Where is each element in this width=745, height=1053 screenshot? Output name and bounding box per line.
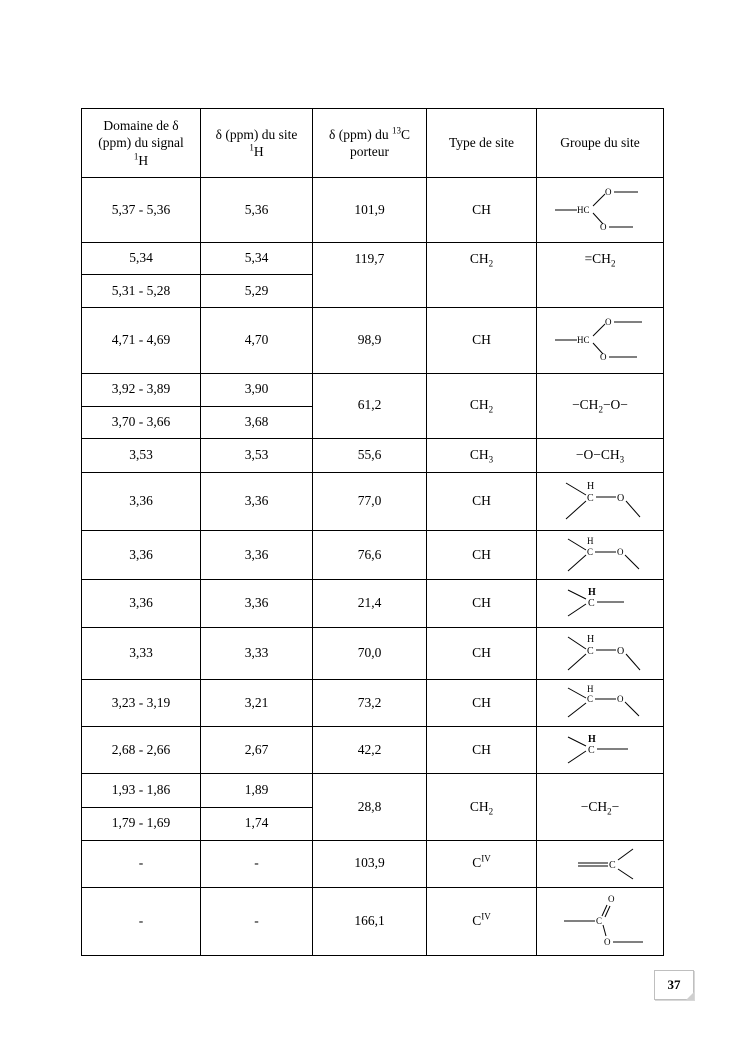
table-row	[82, 887, 664, 955]
h-shift-cell: 1,89	[201, 774, 313, 807]
table-row	[82, 840, 664, 887]
h-shift-cell: 1,74	[201, 807, 313, 840]
h-shift-cell: 3,36	[201, 472, 313, 530]
table-row	[82, 243, 664, 275]
site-group-cell	[537, 178, 664, 243]
table-row	[82, 308, 664, 373]
svg-text:H: H	[587, 684, 594, 695]
svg-text:H: H	[588, 734, 596, 746]
signal-domain-cell: -	[82, 840, 201, 887]
c13-shift-cell: 119,7	[313, 243, 427, 308]
site-type-cell: CH	[427, 680, 537, 727]
svg-text:O: O	[605, 317, 612, 328]
page-number: 37	[654, 970, 694, 1000]
svg-text:H: H	[587, 633, 595, 645]
svg-text:H: H	[588, 586, 596, 598]
svg-text:H: H	[587, 481, 595, 493]
svg-text:O: O	[608, 894, 615, 905]
h-shift-cell: 4,70	[201, 308, 313, 373]
site-type-cell: CH	[427, 628, 537, 680]
svg-text:HC: HC	[577, 205, 590, 216]
table-row	[82, 178, 664, 243]
site-group-cell: $=CH_2$	[537, 243, 664, 308]
nmr-assignment-table	[81, 108, 664, 956]
h-shift-cell: 3,90	[201, 373, 313, 406]
c13-shift-cell: 55,6	[313, 438, 427, 472]
site-type-cell: CH	[427, 530, 537, 579]
c13-shift-cell: 73,2	[313, 680, 427, 727]
svg-text:O: O	[600, 222, 607, 233]
signal-domain-cell: 3,33	[82, 628, 201, 680]
svg-text:C: C	[587, 694, 594, 705]
c13-shift-cell: 28,8	[313, 774, 427, 840]
ester-carbonyl-icon	[550, 892, 650, 950]
signal-domain-cell: 3,92 - 3,89	[82, 373, 201, 406]
site-type-cell: $CH_2$	[427, 373, 537, 438]
site-group-cell	[537, 580, 664, 628]
signal-domain-cell: 2,68 - 2,66	[82, 727, 201, 774]
table-row	[82, 680, 664, 727]
c13-shift-cell: 103,9	[313, 840, 427, 887]
signal-domain-cell: -	[82, 887, 201, 955]
svg-text:O: O	[617, 546, 624, 557]
svg-text:C: C	[588, 597, 595, 609]
svg-text:O: O	[605, 187, 612, 198]
signal-domain-cell: 3,36	[82, 472, 201, 530]
svg-text:C: C	[596, 916, 603, 927]
site-group-cell	[537, 472, 664, 530]
h-shift-cell: 5,34	[201, 243, 313, 275]
site-group-cell: $-CH_2-O-$	[537, 373, 664, 438]
h-shift-cell: 3,36	[201, 580, 313, 628]
signal-domain-cell: 1,93 - 1,86	[82, 774, 201, 807]
svg-text:C: C	[587, 493, 594, 505]
h-shift-cell: 5,36	[201, 178, 313, 243]
signal-domain-cell: 3,23 - 3,19	[82, 680, 201, 727]
svg-text:C: C	[587, 546, 594, 557]
table-row	[82, 628, 664, 680]
site-type-cell: CH	[427, 580, 537, 628]
svg-text:O: O	[600, 352, 607, 363]
site-group-cell	[537, 308, 664, 373]
table-row	[82, 438, 664, 472]
h-shift-cell: 2,67	[201, 727, 313, 774]
c13-shift-cell: 70,0	[313, 628, 427, 680]
site-type-cell: CH	[427, 727, 537, 774]
svg-text:O: O	[617, 645, 625, 657]
c13-shift-cell: 166,1	[313, 887, 427, 955]
svg-text:C: C	[587, 645, 594, 657]
site-group-cell	[537, 840, 664, 887]
site-group-cell	[537, 887, 664, 955]
site-type-cell: $C^{IV}$	[427, 840, 537, 887]
hc-alkyl-icon	[550, 582, 650, 626]
site-type-cell: CH	[427, 178, 537, 243]
site-group-cell	[537, 727, 664, 774]
h-shift-cell: 3,53	[201, 438, 313, 472]
hc-o-icon	[550, 533, 650, 577]
header-row	[82, 109, 664, 178]
h-shift-cell: 3,68	[201, 406, 313, 438]
svg-text:O: O	[604, 937, 611, 948]
c13-shift-cell: 101,9	[313, 178, 427, 243]
hc-alkyl-icon	[550, 729, 650, 771]
signal-domain-cell: 3,36	[82, 530, 201, 579]
h-shift-cell: 3,21	[201, 680, 313, 727]
table-row	[82, 530, 664, 579]
site-type-cell: $C^{IV}$	[427, 887, 537, 955]
svg-text:C: C	[609, 859, 616, 871]
signal-domain-cell: 4,71 - 4,69	[82, 308, 201, 373]
signal-domain-cell: 3,70 - 3,66	[82, 406, 201, 438]
site-type-cell: $CH_2$	[427, 774, 537, 840]
header-site-type: Type de site	[427, 109, 537, 178]
table-row	[82, 727, 664, 774]
hc-o-icon	[550, 682, 650, 724]
site-group-cell	[537, 628, 664, 680]
c13-shift-cell: 21,4	[313, 580, 427, 628]
svg-text:H: H	[587, 535, 594, 546]
h-shift-cell: 3,33	[201, 628, 313, 680]
table-row	[82, 373, 664, 406]
header-h-site-shift: δ (ppm) du site $^1$H	[201, 109, 313, 178]
signal-domain-cell: 3,36	[82, 580, 201, 628]
svg-text:O: O	[617, 493, 625, 505]
table-row	[82, 580, 664, 628]
c13-shift-cell: 42,2	[313, 727, 427, 774]
header-c13-shift: δ (ppm) du $^{13}$C porteur	[313, 109, 427, 178]
svg-text:O: O	[617, 694, 624, 705]
site-group-cell	[537, 680, 664, 727]
acetal-ch-icon	[550, 184, 650, 236]
c13-shift-cell: 77,0	[313, 472, 427, 530]
h-shift-cell: 5,29	[201, 275, 313, 308]
acetal-ch-icon	[550, 314, 650, 366]
alkene-quaternary-c-icon	[550, 843, 650, 885]
signal-domain-cell: 3,53	[82, 438, 201, 472]
signal-domain-cell: 5,37 - 5,36	[82, 178, 201, 243]
signal-domain-cell: 5,34	[82, 243, 201, 275]
svg-text:C: C	[588, 745, 595, 757]
h-shift-cell: -	[201, 887, 313, 955]
c13-shift-cell: 98,9	[313, 308, 427, 373]
c13-shift-cell: 76,6	[313, 530, 427, 579]
site-type-cell: $CH_3$	[427, 438, 537, 472]
header-signal-domain: Domaine de δ (ppm) du signal $^1$H	[82, 109, 201, 178]
table-row	[82, 774, 664, 807]
site-type-cell: CH	[427, 308, 537, 373]
c13-shift-cell: 61,2	[313, 373, 427, 438]
hc-o-icon	[550, 630, 650, 678]
table-row	[82, 472, 664, 530]
header-site-group: Groupe du site	[537, 109, 664, 178]
hc-o-icon	[550, 475, 650, 527]
site-group-cell: $-O-CH_3$	[537, 438, 664, 472]
site-group-cell	[537, 530, 664, 579]
h-shift-cell: -	[201, 840, 313, 887]
svg-text:HC: HC	[577, 335, 590, 346]
h-shift-cell: 3,36	[201, 530, 313, 579]
site-type-cell: $CH_2$	[427, 243, 537, 308]
site-type-cell: CH	[427, 472, 537, 530]
site-group-cell: $-CH_2-$	[537, 774, 664, 840]
signal-domain-cell: 5,31 - 5,28	[82, 275, 201, 308]
signal-domain-cell: 1,79 - 1,69	[82, 807, 201, 840]
